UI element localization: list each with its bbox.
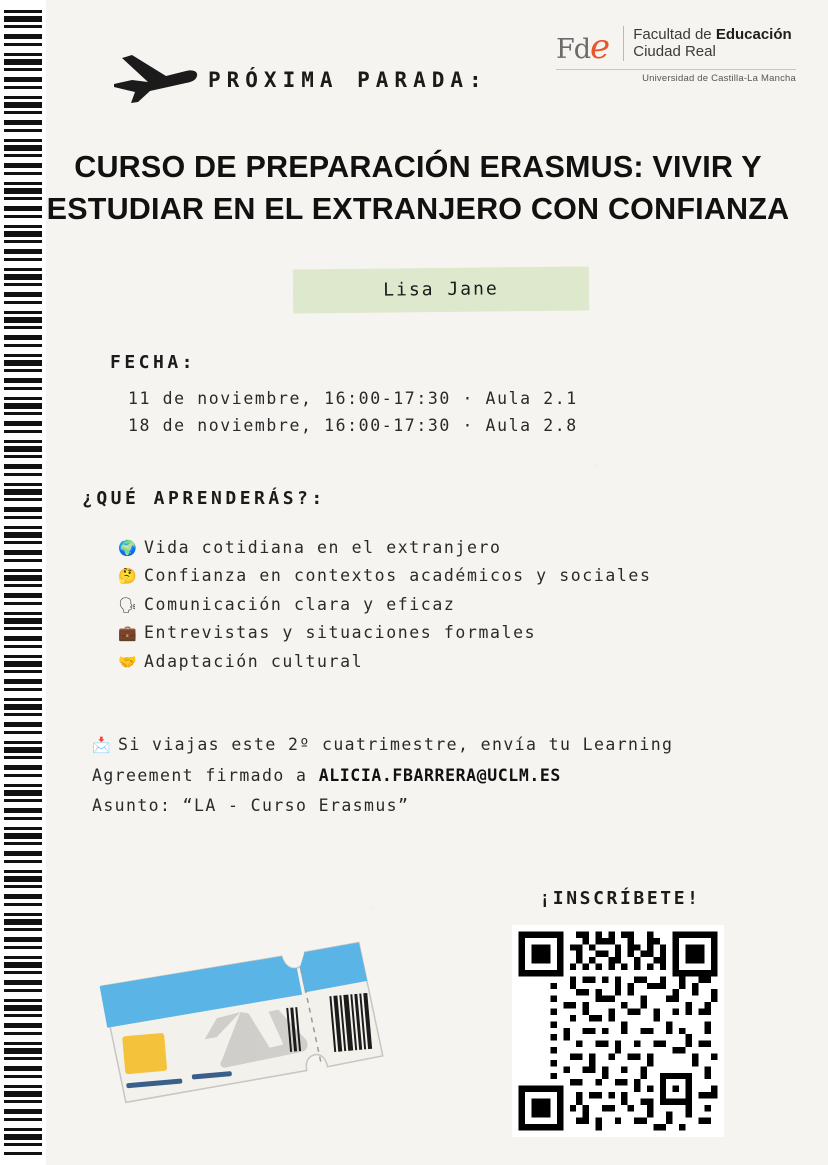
boarding-pass-illustration — [92, 940, 392, 1120]
email-line-3: Asunto: “LA - Curso Erasmus” — [92, 796, 410, 816]
list-item-label: Adaptación cultural — [144, 651, 364, 671]
email-line-2 — [92, 761, 792, 792]
kicker-text: PRÓXIMA PARADA: — [208, 68, 488, 92]
globe-icon: 🌍 — [118, 539, 137, 557]
date-line: 18 de noviembre, 16:00-17:30 · Aula 2.8 — [128, 415, 578, 435]
speaker-name: Lisa Jane — [383, 278, 499, 301]
date-heading: FECHA: — [110, 352, 197, 373]
envelope-icon: 📩 — [92, 736, 111, 754]
speech-bubbles-icon: 🗣 — [118, 595, 138, 614]
list-item-label: Entrevistas y situaciones formales — [144, 623, 537, 643]
handshake-icon: 🤝 — [118, 652, 137, 671]
contact-email-address[interactable]: ALICIA.FBARRERA@UCLM.ES — [318, 765, 561, 785]
uclm-logo — [556, 26, 796, 84]
list-item — [118, 534, 652, 562]
email-line-2-text: Agreement firmado a — [92, 765, 319, 785]
email-instructions — [92, 730, 792, 822]
date-line: 11 de noviembre, 16:00-17:30 · Aula 2.1 — [128, 389, 578, 408]
date-list — [128, 386, 578, 439]
email-line-1 — [92, 730, 792, 761]
logo-faculty-line: Facultad de Educación — [633, 26, 792, 43]
briefcase-icon: 💼 — [118, 624, 137, 643]
list-item — [118, 648, 652, 676]
registration-qr-code[interactable] — [512, 925, 724, 1137]
thinking-face-icon: 🤔 — [118, 567, 137, 586]
logo-city-line: Ciudad Real — [633, 43, 716, 61]
list-item-label: Comunicación clara y eficaz — [144, 594, 456, 614]
list-item-label: Confianza en contextos académicos y sociales — [144, 566, 652, 586]
list-item — [118, 619, 652, 647]
fde-logomark: Fde — [556, 27, 610, 67]
airplane-icon — [108, 46, 200, 104]
list-item — [118, 562, 652, 590]
logo-wordmark — [623, 26, 791, 61]
list-item-label: Vida cotidiana en el extranjero — [144, 538, 502, 557]
learn-heading: ¿QUÉ APRENDERÁS?: — [82, 488, 326, 509]
speaker-highlight — [293, 266, 589, 313]
email-line-1-text: Si viajas este 2º cuatrimestre, envía tu Learning — [118, 735, 674, 754]
list-item — [118, 591, 652, 619]
learn-list — [118, 534, 652, 676]
cta-label: ¡INSCRÍBETE! — [539, 888, 701, 909]
page-title: CURSO DE PREPARACIÓN ERASMUS: VIVIR Y ESTUDIAR EN EL EXTRANJERO CON CONFIANZA — [46, 150, 790, 227]
logo-university-line: Universidad de Castilla-La Mancha — [556, 69, 796, 84]
